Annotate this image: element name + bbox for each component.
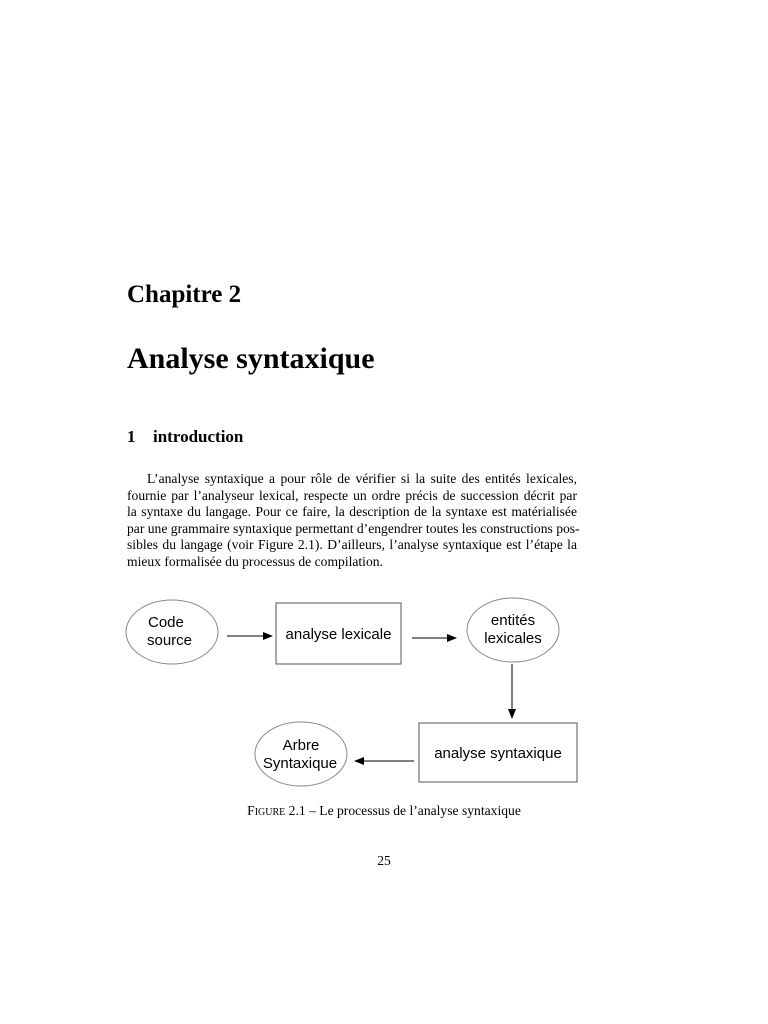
section-number: 1: [127, 427, 136, 446]
node-analyse-syntaxique: [419, 723, 577, 782]
node-entites-lexicales-line2: lexicales: [484, 630, 542, 647]
node-arbre-syntaxique-line1: Arbre: [282, 737, 320, 754]
chapter-label: Chapitre 2: [127, 281, 242, 308]
section-title: introduction: [153, 427, 244, 446]
node-code-source: [126, 600, 218, 664]
node-arbre-syntaxique: [255, 722, 347, 786]
page-number: 25: [377, 853, 391, 868]
paragraph-line: par une grammaire syntaxique permettant d’engendrer toutes les constructions pos-: [127, 520, 580, 536]
paragraph-line: L’analyse syntaxique a pour rôle de vérifier si la suite des entités lexicales,: [147, 471, 577, 486]
caption-text: – Le processus de l’analyse syntaxique: [309, 803, 521, 818]
node-entites-lexicales-line1: entités: [490, 612, 536, 629]
node-analyse-lexicale: [276, 603, 401, 664]
caption-number: 2.1: [288, 803, 306, 818]
caption-prefix: Figure: [247, 803, 286, 818]
node-entites-lexicales: [467, 598, 559, 662]
node-code-source-line1: Code: [148, 614, 184, 631]
paragraph-line: sibles du langage (voir Figure 2.1). D’ailleurs, l’analyse syntaxique est l’étape la: [127, 537, 577, 553]
chapter-title: Analyse syntaxique: [127, 342, 375, 375]
paragraph-line: fournie par l’analyseur lexical, respecte un ordre précis de succession décrit par: [127, 487, 577, 503]
node-analyse-lexicale-label: analyse lexicale: [285, 626, 392, 643]
figure-caption: [0, 803, 768, 819]
node-arbre-syntaxique-line2: Syntaxique: [262, 755, 338, 772]
paragraph-line: la syntaxe du langage. Pour ce faire, la description de la syntaxe est matérialisée: [127, 504, 577, 520]
paragraph-line: mieux formalisée du processus de compilation.: [127, 553, 383, 569]
node-code-source-line2: source: [147, 632, 193, 649]
node-analyse-syntaxique-label: analyse syntaxique: [434, 745, 562, 762]
